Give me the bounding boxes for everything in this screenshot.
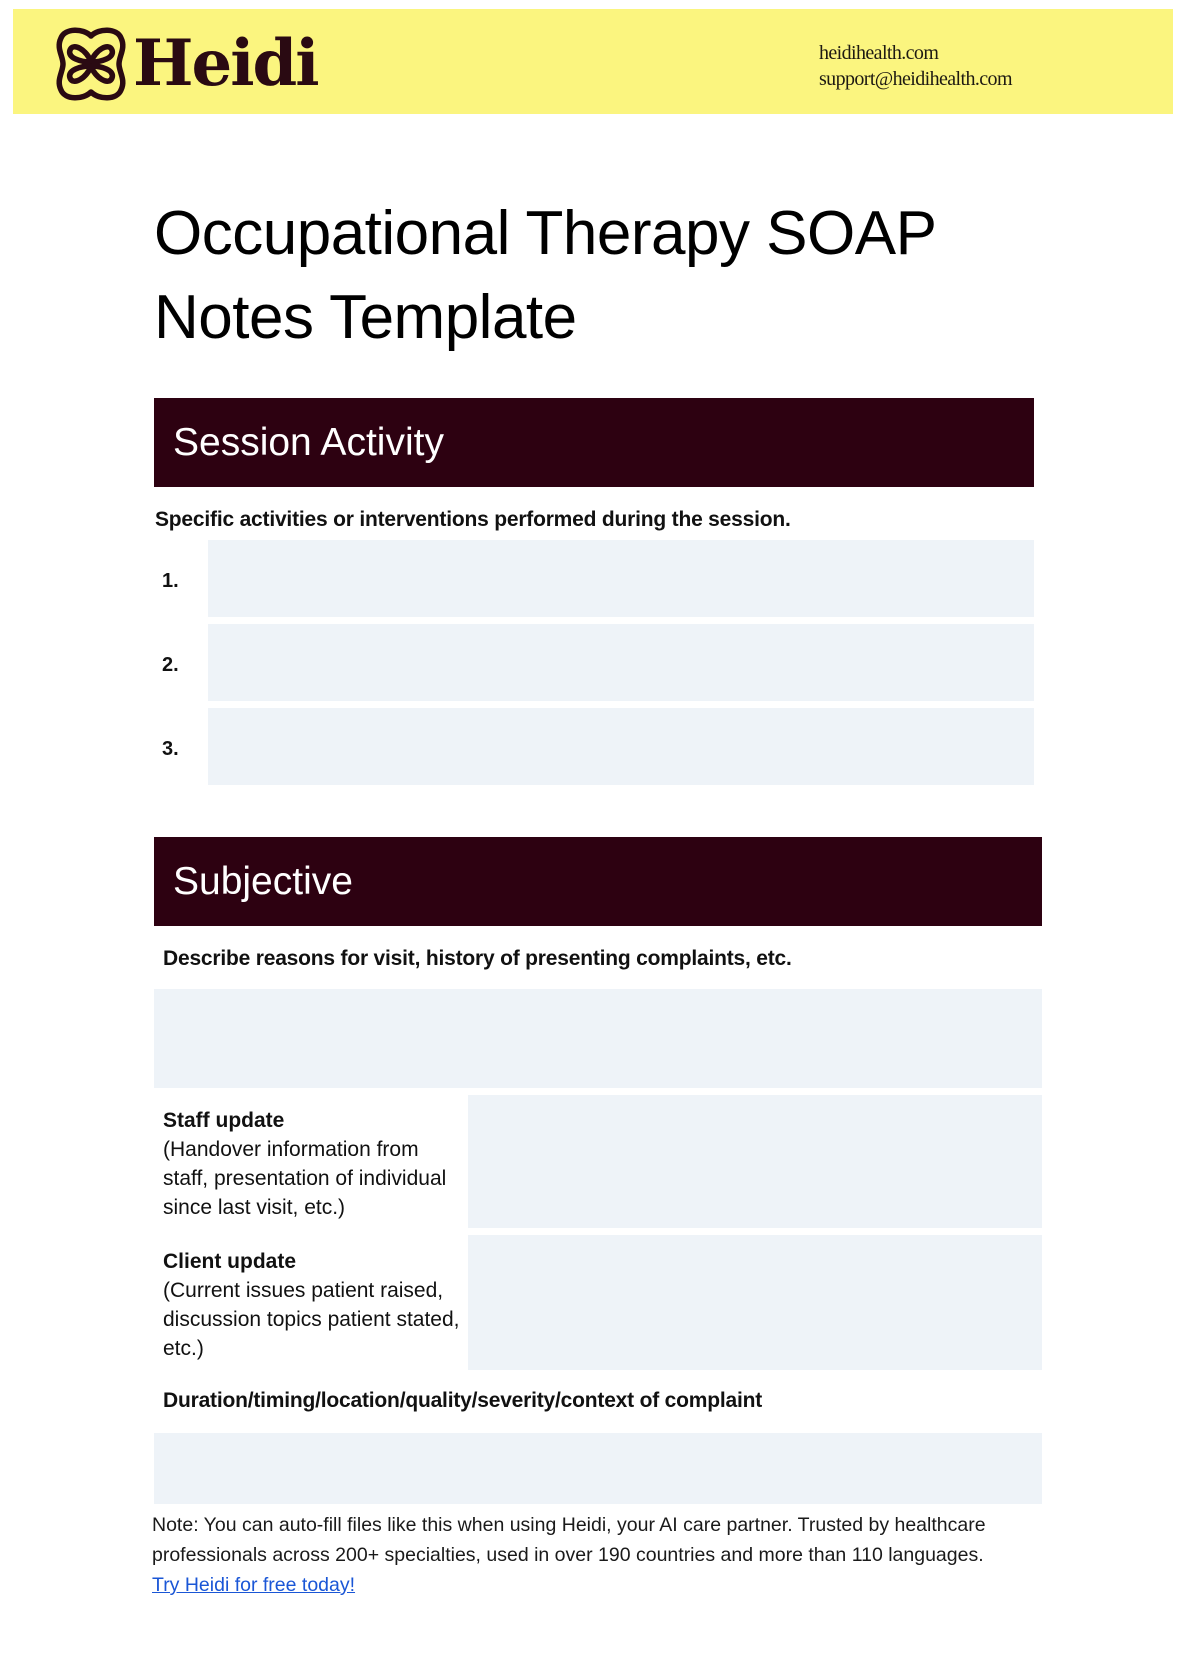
website-link[interactable]: heidihealth.com bbox=[819, 42, 939, 64]
brand-name: Heidi bbox=[133, 26, 318, 101]
activity-input-2[interactable] bbox=[208, 624, 1034, 701]
footer-note-text: Note: You can auto-fill files like this when using Heidi, your AI care partner. Trusted by healthcare professionals across 200+ specialties, used in over 190 countries and more than 110 languages. bbox=[152, 1514, 986, 1566]
staff-update-input[interactable] bbox=[468, 1095, 1042, 1228]
contact-info bbox=[819, 40, 1012, 92]
document-title: Occupational Therapy SOAP Notes Template bbox=[154, 199, 936, 352]
activity-item-number-3: 3. bbox=[162, 738, 179, 760]
client-update-description: (Current issues patient raised, discussion topics patient stated, etc.) bbox=[163, 1279, 460, 1360]
staff-update-description: (Handover information from staff, presentation of individual since last visit, etc.) bbox=[163, 1138, 447, 1219]
section-heading: Subjective bbox=[173, 859, 353, 903]
activity-item-number-2: 2. bbox=[162, 654, 179, 676]
brand-header bbox=[13, 9, 1173, 114]
activity-item-number-1: 1. bbox=[162, 570, 179, 592]
support-email-link[interactable]: support@heidihealth.com bbox=[819, 68, 1012, 90]
staff-update-title: Staff update bbox=[163, 1109, 285, 1132]
staff-update-label bbox=[163, 1106, 463, 1222]
client-update-title: Client update bbox=[163, 1250, 297, 1273]
footer-note bbox=[152, 1510, 1052, 1600]
client-update-input[interactable] bbox=[468, 1235, 1042, 1370]
subjective-prompt: Describe reasons for visit, history of presenting complaints, etc. bbox=[163, 947, 792, 970]
section-banner-subjective bbox=[154, 837, 1042, 926]
client-update-label bbox=[163, 1247, 463, 1363]
section-heading: Session Activity bbox=[173, 420, 444, 464]
activity-input-1[interactable] bbox=[208, 540, 1034, 617]
session-activity-prompt: Specific activities or interventions performed during the session. bbox=[155, 508, 791, 531]
try-heidi-link[interactable]: Try Heidi for free today! bbox=[152, 1574, 356, 1596]
section-banner-session-activity bbox=[154, 398, 1034, 487]
subjective-reasons-input[interactable] bbox=[154, 989, 1042, 1088]
complaint-context-prompt: Duration/timing/location/quality/severity/context of complaint bbox=[163, 1389, 763, 1412]
activity-input-3[interactable] bbox=[208, 708, 1034, 785]
complaint-context-input[interactable] bbox=[154, 1433, 1042, 1504]
heidi-clover-logo-icon bbox=[53, 26, 129, 102]
heidi-logo bbox=[53, 26, 318, 102]
